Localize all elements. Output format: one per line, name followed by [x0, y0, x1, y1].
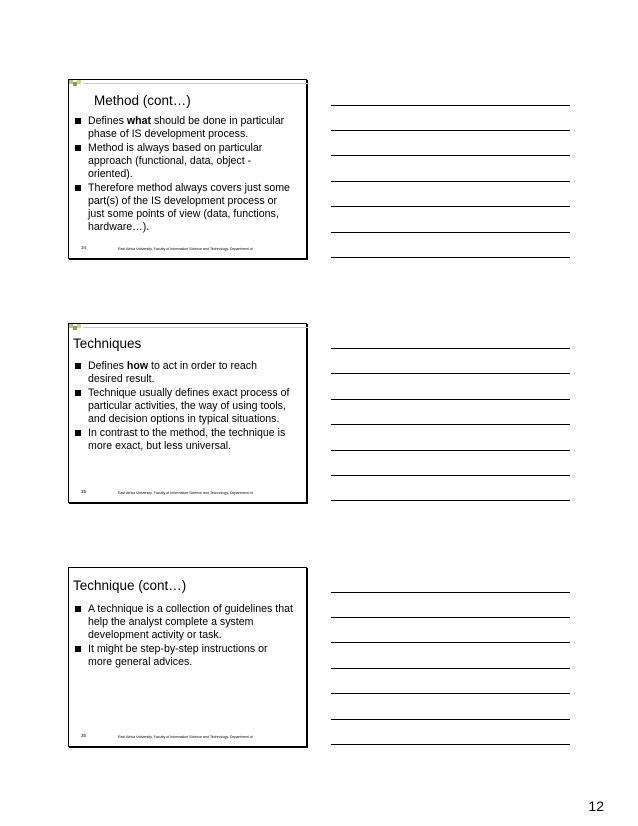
note-line [331, 155, 570, 156]
slide-thumbnail [68, 323, 307, 503]
note-line [331, 450, 570, 451]
bullet-square-icon [75, 646, 81, 652]
note-line [331, 693, 570, 694]
slide-decoration [69, 324, 83, 334]
slide-thumbnail [68, 567, 307, 747]
bullet-item: In contrast to the method, the technique is more exact, but less universal. [73, 427, 294, 453]
bullet-square-icon [75, 430, 81, 436]
note-line [331, 399, 570, 400]
note-line [331, 617, 570, 618]
slide-number: 34 [81, 245, 87, 250]
slide-footer: East Africa University, Faculty of Information Science and Technology, Department of [118, 247, 253, 251]
note-line [331, 424, 570, 425]
note-line [331, 668, 570, 669]
bullet-square-icon [75, 145, 81, 151]
bullet-list [73, 360, 294, 454]
bullet-square-icon [75, 363, 81, 369]
bullet-list [73, 603, 294, 670]
note-line [331, 592, 570, 593]
slide-decoration [69, 80, 83, 90]
note-line [331, 130, 570, 131]
slide-title: Technique (cont…) [73, 578, 187, 593]
bullet-square-icon [75, 185, 81, 191]
bullet-square-icon [75, 390, 81, 396]
slide-decoration-line [83, 327, 308, 328]
note-line [331, 348, 570, 349]
bullet-item: Defines how to act in order to reach desired result. [73, 360, 294, 386]
note-line [331, 373, 570, 374]
note-line [331, 744, 570, 745]
bullet-item: A technique is a collection of guidelines that help the analyst complete a system development activity or task. [73, 603, 294, 642]
note-line [331, 475, 570, 476]
bullet-square-icon [75, 606, 81, 612]
slide-footer: East Africa University, Faculty of Information Science and Technology, Department of [118, 491, 253, 495]
note-line [331, 642, 570, 643]
slide-number: 36 [81, 733, 87, 738]
note-line [331, 500, 570, 501]
bullet-item: Defines what should be done in particular phase of IS development process. [73, 115, 294, 141]
bullet-item: It might be step-by-step instructions or more general advices. [73, 643, 294, 669]
bullet-item: Technique usually defines exact process of particular activities, the way of using tools, and decision options in typical situations. [73, 387, 294, 426]
bullet-item: Method is always based on particular approach (functional, data, object - oriented). [73, 142, 294, 181]
note-line [331, 105, 570, 106]
slide-number: 35 [81, 489, 87, 494]
note-line [331, 181, 570, 182]
slide-title: Techniques [73, 336, 142, 351]
page-number: 12 [588, 798, 604, 814]
note-line [331, 719, 570, 720]
slide-decoration-line [83, 83, 308, 84]
note-line [331, 206, 570, 207]
note-line [331, 232, 570, 233]
slide-footer: East Africa University, Faculty of Information Science and Technology, Department of [118, 735, 253, 739]
slide-thumbnail [68, 79, 307, 259]
note-line [331, 257, 570, 258]
bullet-list [73, 115, 294, 235]
bullet-item: Therefore method always covers just some part(s) of the IS development process or just some points of view (data, functions, hardware…). [73, 182, 294, 234]
slide-title: Method (cont…) [94, 93, 191, 108]
bullet-square-icon [75, 118, 81, 124]
